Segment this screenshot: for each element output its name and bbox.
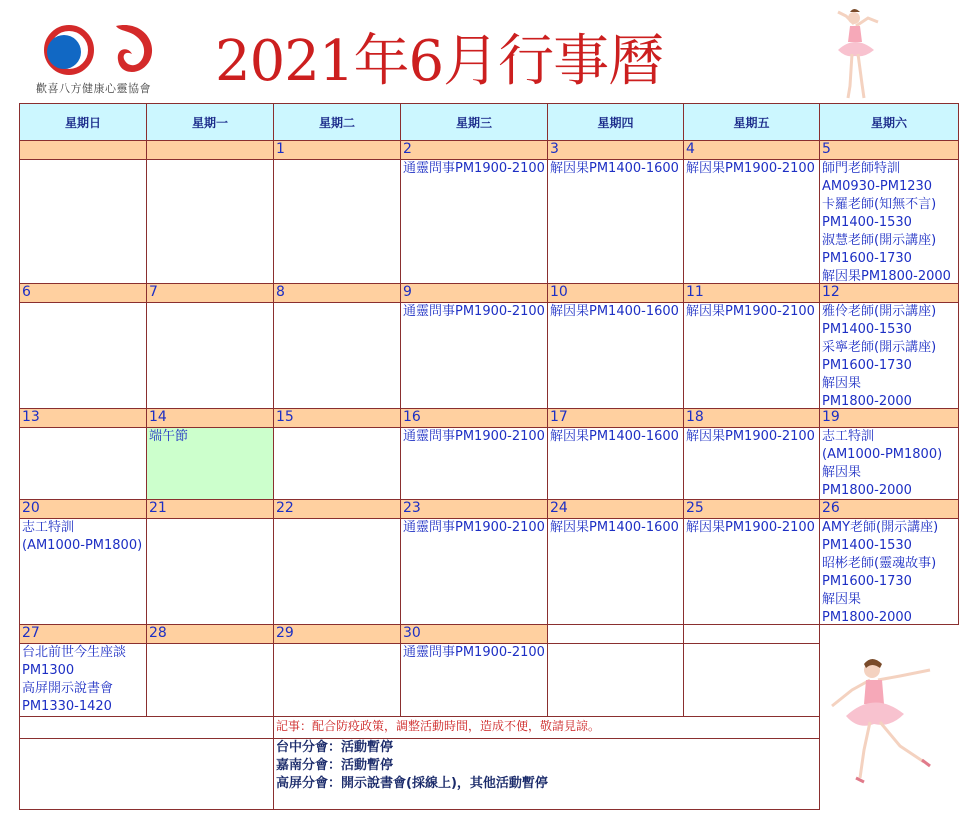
date-number xyxy=(19,140,147,160)
event-line: PM1600-1730 xyxy=(822,574,912,589)
date-number xyxy=(683,624,820,644)
event-line: 師門老師特訓 xyxy=(822,161,901,176)
branch-line: 高屏分會：開示說書會(採線上)，其他活動暫停 xyxy=(276,776,548,791)
day-events xyxy=(547,159,684,284)
event-line: 卡羅老師(知無不言) xyxy=(822,197,937,212)
day-events xyxy=(273,643,401,717)
day-events xyxy=(273,518,401,625)
day-events xyxy=(273,302,401,409)
event-line: 高屏開示說書會 xyxy=(22,681,114,696)
date-number: 30 xyxy=(400,624,548,644)
event-line: 雅伶老師(開示講座) xyxy=(822,304,937,319)
date-number: 26 xyxy=(819,499,959,519)
date-number: 10 xyxy=(547,283,684,303)
day-events xyxy=(683,302,820,409)
event-line: PM1300 xyxy=(22,663,75,678)
event-line: 端午節 xyxy=(149,429,189,444)
date-number: 2 xyxy=(400,140,548,160)
day-events xyxy=(683,643,820,717)
date-number xyxy=(146,140,274,160)
day-events xyxy=(547,427,684,500)
day-events xyxy=(819,518,959,625)
branch-spacer xyxy=(19,738,274,810)
date-number: 12 xyxy=(819,283,959,303)
event-line: 通靈問事PM1900-2100 xyxy=(403,429,545,444)
day-events xyxy=(683,159,820,284)
date-number: 1 xyxy=(273,140,401,160)
day-events xyxy=(400,159,548,284)
branch-line: 嘉南分會：活動暫停 xyxy=(276,758,394,773)
event-line: PM1600-1730 xyxy=(822,251,912,266)
date-number: 27 xyxy=(19,624,147,644)
date-number: 7 xyxy=(146,283,274,303)
day-events xyxy=(400,302,548,409)
event-line: AM0930-PM1230 xyxy=(822,179,933,194)
event-line: 通靈問事PM1900-2100 xyxy=(403,520,545,535)
day-events xyxy=(273,427,401,500)
day-events xyxy=(273,159,401,284)
day-events xyxy=(683,518,820,625)
event-line: PM1800-2000 xyxy=(822,483,912,498)
weekday-header: 星期一 xyxy=(146,103,274,141)
date-number xyxy=(547,624,684,644)
date-number: 15 xyxy=(273,408,401,428)
branch-line: 台中分會：活動暫停 xyxy=(276,740,394,755)
branch-status xyxy=(273,738,820,810)
day-events xyxy=(819,159,959,284)
event-line: 解因果PM1400-1600 xyxy=(550,161,679,176)
day-events xyxy=(400,643,548,717)
day-events xyxy=(819,427,959,500)
weekday-header: 星期五 xyxy=(683,103,820,141)
event-line: PM1400-1530 xyxy=(822,322,912,337)
event-line: PM1600-1730 xyxy=(822,358,912,373)
date-number: 28 xyxy=(146,624,274,644)
event-line: PM1400-1530 xyxy=(822,215,912,230)
event-line: PM1400-1530 xyxy=(822,538,912,553)
calendar xyxy=(19,103,958,810)
event-line: 台北前世今生座談 xyxy=(22,645,127,660)
event-line: 解因果PM1400-1600 xyxy=(550,520,679,535)
day-events xyxy=(19,643,147,717)
day-events xyxy=(146,159,274,284)
date-number: 3 xyxy=(547,140,684,160)
day-events xyxy=(19,302,147,409)
event-line: (AM1000-PM1800) xyxy=(822,447,943,462)
day-events xyxy=(146,518,274,625)
event-line: 解因果PM1400-1600 xyxy=(550,304,679,319)
day-events xyxy=(400,518,548,625)
event-line: PM1330-1420 xyxy=(22,699,112,714)
date-number: 16 xyxy=(400,408,548,428)
date-number: 21 xyxy=(146,499,274,519)
ballerina-icon xyxy=(820,650,945,790)
event-line: 通靈問事PM1900-2100 xyxy=(403,645,545,660)
weekday-header: 星期日 xyxy=(19,103,147,141)
weekday-header: 星期二 xyxy=(273,103,401,141)
day-events xyxy=(19,159,147,284)
day-events xyxy=(146,427,274,500)
day-events xyxy=(400,427,548,500)
event-line: PM1800-2000 xyxy=(822,610,912,625)
notes-spacer xyxy=(19,716,274,739)
day-events xyxy=(547,518,684,625)
event-line: 解因果 xyxy=(822,592,862,607)
memo-text: 記事：配合防疫政策，調整活動時間，造成不便，敬請見諒。 xyxy=(273,716,820,739)
page-title: 2021年6月行事曆 xyxy=(215,29,664,94)
day-events xyxy=(146,643,274,717)
event-line: 志工特訓 xyxy=(22,520,75,535)
event-line: 通靈問事PM1900-2100 xyxy=(403,304,545,319)
day-events xyxy=(683,427,820,500)
weekday-header: 星期四 xyxy=(547,103,684,141)
date-number: 25 xyxy=(683,499,820,519)
date-number: 9 xyxy=(400,283,548,303)
day-events xyxy=(547,302,684,409)
date-number: 19 xyxy=(819,408,959,428)
date-number: 5 xyxy=(819,140,959,160)
day-events xyxy=(19,427,147,500)
event-line: 采寧老師(開示講座) xyxy=(822,340,937,355)
date-number: 4 xyxy=(683,140,820,160)
event-line: 昭彬老師(靈魂故事) xyxy=(822,556,937,571)
event-line: 解因果PM1900-2100 xyxy=(686,429,815,444)
event-line: 解因果PM1400-1600 xyxy=(550,429,679,444)
event-line: 志工特訓 xyxy=(822,429,875,444)
event-line: PM1800-2000 xyxy=(822,394,912,409)
event-line: 淑慧老師(開示講座) xyxy=(822,233,937,248)
event-line: 解因果PM1900-2100 xyxy=(686,520,815,535)
date-number: 11 xyxy=(683,283,820,303)
date-number: 24 xyxy=(547,499,684,519)
day-events xyxy=(547,643,684,717)
event-line: 通靈問事PM1900-2100 xyxy=(403,161,545,176)
day-events xyxy=(146,302,274,409)
day-events xyxy=(819,302,959,409)
event-line: 解因果 xyxy=(822,465,862,480)
weekday-header: 星期六 xyxy=(819,103,959,141)
date-number: 6 xyxy=(19,283,147,303)
date-number: 17 xyxy=(547,408,684,428)
event-line: 解因果PM1900-2100 xyxy=(686,304,815,319)
date-number: 23 xyxy=(400,499,548,519)
event-line: AMY老師(開示講座) xyxy=(822,520,939,535)
date-number: 18 xyxy=(683,408,820,428)
date-number: 22 xyxy=(273,499,401,519)
date-number: 29 xyxy=(273,624,401,644)
event-line: 解因果PM1800-2000 xyxy=(822,269,951,284)
event-line: 解因果PM1900-2100 xyxy=(686,161,815,176)
event-line: 解因果 xyxy=(822,376,862,391)
weekday-header: 星期三 xyxy=(400,103,548,141)
ballerina-icon xyxy=(824,6,892,102)
day-events xyxy=(19,518,147,625)
date-number: 13 xyxy=(19,408,147,428)
event-line: (AM1000-PM1800) xyxy=(22,538,143,553)
date-number: 20 xyxy=(19,499,147,519)
org-name: 歡喜八方健康心靈協會 xyxy=(36,82,151,95)
date-number: 8 xyxy=(273,283,401,303)
date-number: 14 xyxy=(146,408,274,428)
